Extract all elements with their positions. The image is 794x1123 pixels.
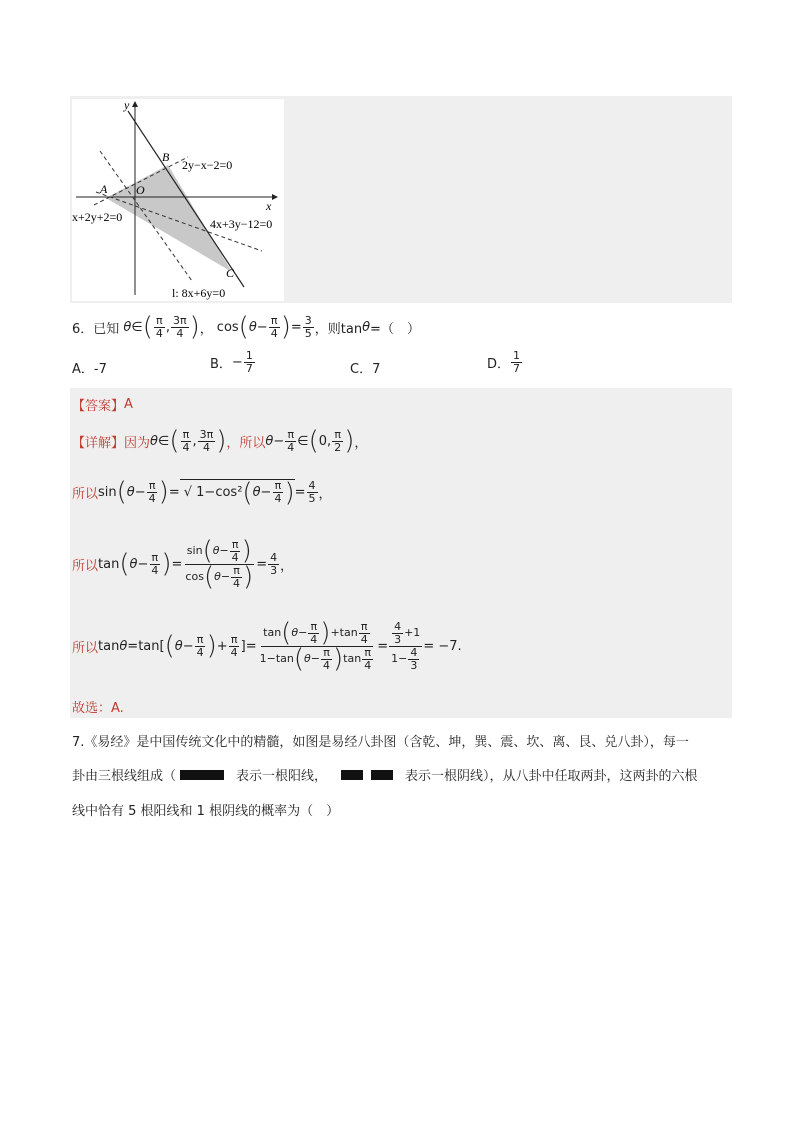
q7-line-2: 卦由三根线组成（ 表示一根阳线， 表示一根阴线），从八卦中任取两卦，这两卦的六根 — [72, 769, 698, 784]
detail-result: = −7. — [423, 638, 462, 654]
q6-option-a: A．-7 — [72, 362, 107, 377]
answer-line — [72, 395, 133, 414]
q6-cos: cos — [216, 319, 239, 335]
q7-line-1: 7.《易经》是中国传统文化中的精髓，如图是易经八卦图（含乾、坤，巽、震、坎、离、艮、兑八卦），每一 — [72, 735, 689, 750]
detail-line-2: 所以 sin ( θ − $\frac{\pi}{4}$ ) = √ 1−cos² ( θ − $\frac{\pi}{4}$ ) = $\frac{4}{5}$ ， — [72, 477, 332, 508]
detail-line-3: 所以 tan ( θ − $\frac{\pi}{4}$ ) = sin ( θ − $\frac{\pi}{4}$ ) cos ( θ − $\frac{\pi}{4}$ ) = $\frac{4}{3}$ ， — [72, 536, 294, 592]
q6-option-c: C．7 — [350, 362, 381, 377]
label-A: A — [100, 182, 108, 196]
yang-line-icon — [180, 770, 224, 780]
q7-line-3: 线中恰有 5 根阳线和 1 根阴线的概率为（ ） — [72, 804, 340, 819]
answer-tag: 【答案】 — [72, 399, 125, 414]
label-B: B — [162, 150, 170, 164]
label-line4: l: 8x+6y=0 — [172, 286, 226, 300]
detail-line-1: 【详解】 因为 θ ∈ ( $\frac{\pi}{4}$ , $\frac{3\pi}{4}$ ) ，所以 θ − $\frac{\pi}{4}$ ∈ ( 0, $\frac{\pi}{2}$ ) ， — [72, 426, 368, 456]
q6-option-d: D． $\frac{1}{7}$ — [487, 349, 521, 375]
label-C: C — [226, 266, 235, 280]
detail-final: 故选：A. — [72, 701, 124, 716]
q6-then: ，则tan — [314, 321, 363, 337]
yin-line-icon-left — [341, 770, 363, 780]
label-line2: x+2y+2=0 — [72, 210, 123, 224]
feasible-region-diagram — [72, 99, 284, 301]
label-y: y — [124, 99, 130, 112]
q6-option-b: B． − $\frac{1}{7}$ — [210, 349, 253, 375]
q6-blank: =（ ） — [370, 321, 420, 337]
label-line3: 4x+3y−12=0 — [210, 217, 273, 231]
answer-value: A — [124, 397, 133, 412]
label-x: x — [266, 199, 272, 213]
q6-stem: 6．已知 θ∈ ( $\frac{\pi}{4}$ , $\frac{3\pi}{4}$ ) ， cos ( θ − $\frac{\pi}{4}$ ) = $\frac{3}{5}$ ，则tan θ =（ ） — [72, 312, 420, 342]
label-line1: 2y−x−2=0 — [182, 158, 233, 172]
q6-number: 6．已知 — [72, 321, 120, 337]
yin-line-icon-right — [371, 770, 393, 780]
label-O: O — [136, 183, 145, 197]
detail-tag: 【详解】 — [72, 435, 125, 451]
detail-line-4: 所以 tan θ =tan[ ( θ − $\frac{\pi}{4}$ ) + $\frac{\pi}{4}$ ]= tan ( θ − $\frac{\pi}{4}$ ) +tan $\frac{\pi}{4}$ 1−tan ( θ − $\frac{\pi}{4}$ ) tan $\frac{\pi}{4}$ = $\frac{4}{3}$ +1 1− $\frac{4}{3}$ = −7. — [72, 618, 462, 674]
